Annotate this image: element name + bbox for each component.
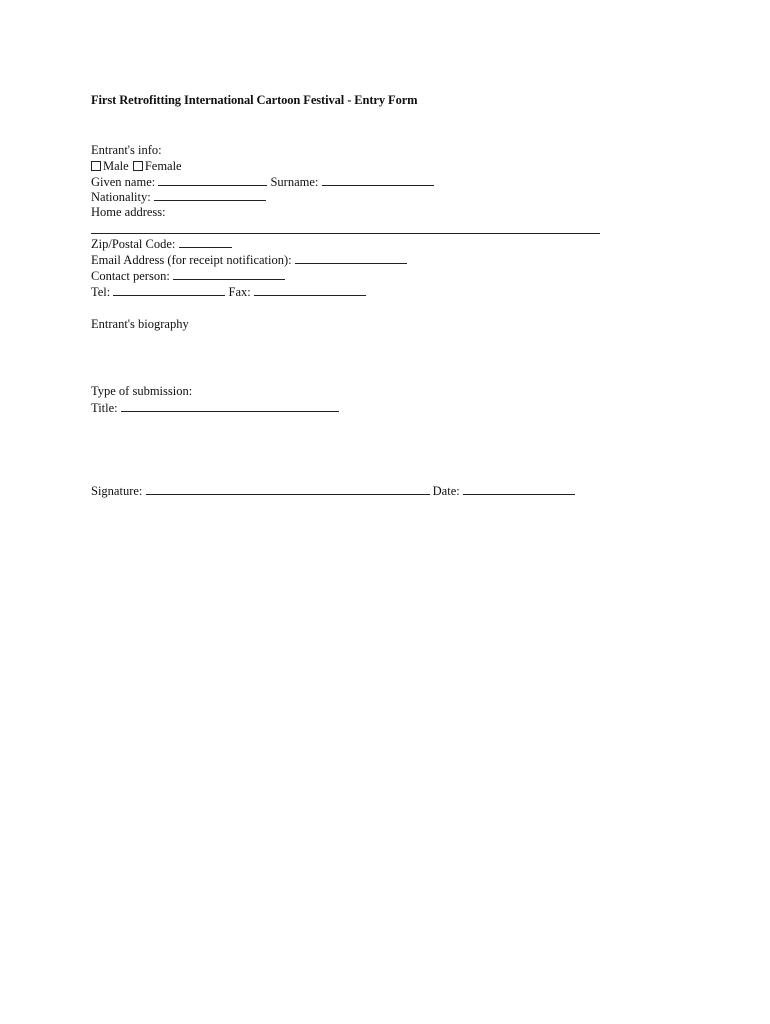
title-field[interactable] [121,400,339,412]
email-row [91,252,407,268]
zip-row [91,236,232,252]
surname-field[interactable] [322,174,434,186]
female-label: Female [144,159,182,173]
fax-field[interactable] [254,284,366,296]
male-label: Male [103,159,129,173]
surname-label: Surname: [270,175,319,189]
contact-person-label: Contact person: [91,269,170,283]
entrants-info-heading: Entrant's info: [91,143,162,157]
signature-field[interactable] [146,483,430,495]
tel-fax-row [91,284,366,300]
title-label: Title: [91,401,118,415]
nationality-row [91,189,266,205]
home-address-field[interactable] [91,233,600,234]
zip-label: Zip/Postal Code: [91,237,176,251]
contact-person-field[interactable] [173,268,285,280]
given-name-label: Given name: [91,175,156,189]
home-address-label: Home address: [91,205,166,219]
nationality-label: Nationality: [91,190,151,204]
submission-type-label: Type of submission: [91,384,193,398]
tel-field[interactable] [113,284,225,296]
signature-label: Signature: [91,484,143,498]
email-label: Email Address (for receipt notification): [91,253,292,267]
date-label: Date: [432,484,460,498]
contact-person-row [91,268,285,284]
email-field[interactable] [295,252,407,264]
gender-row [91,159,182,174]
title-row [91,400,339,416]
female-checkbox[interactable] [133,161,143,171]
given-name-field[interactable] [158,174,267,186]
zip-field[interactable] [179,236,232,248]
fax-label: Fax: [228,285,251,299]
date-field[interactable] [463,483,575,495]
nationality-field[interactable] [154,189,266,201]
name-row [91,174,434,190]
tel-label: Tel: [91,285,111,299]
form-title: First Retrofitting International Cartoon Festival - Entry Form [91,93,418,107]
signature-row [91,483,575,499]
biography-label: Entrant's biography [91,317,189,331]
male-checkbox[interactable] [91,161,101,171]
